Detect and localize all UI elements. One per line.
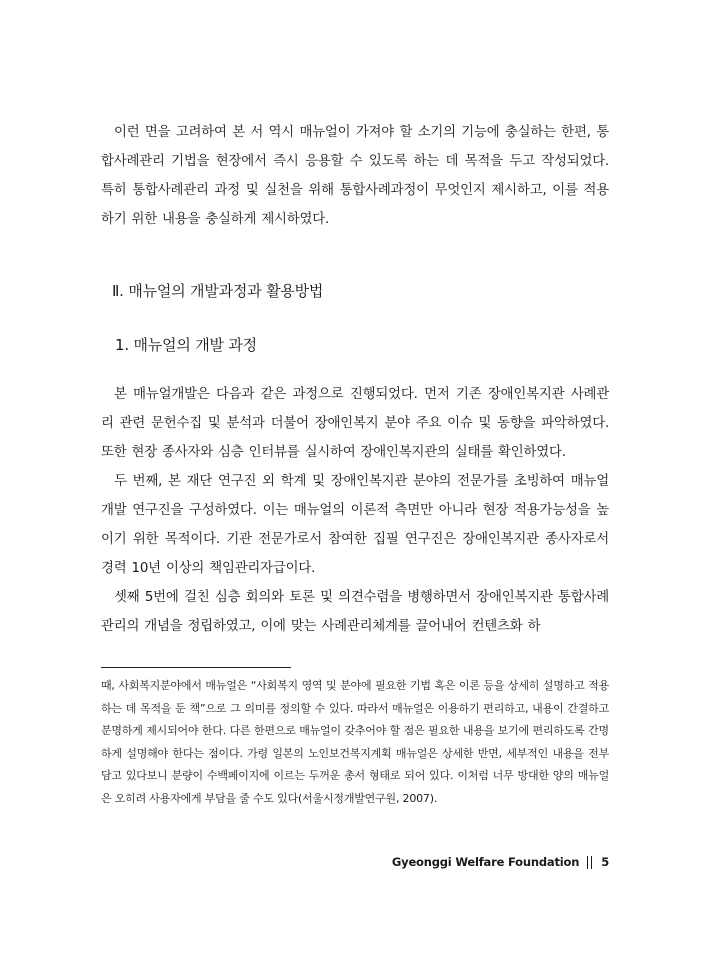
body-block (101, 380, 609, 641)
page-footer (392, 855, 609, 869)
intro-paragraph: 이런 면을 고려하여 본 서 역시 매뉴얼이 가져야 할 소기의 기능에 충실하는 한편, 통합사례관리 기법을 현장에서 즉시 응용할 수 있도록 하는 데 목적을 두고 작성되었다. 특히 통합사례관리 과정 및 실천을 위해 통합사례과정이 무엇인지 제시하고, 이를 적용하기 위한 내용을 충실하게 제시하였다. (101, 125, 609, 227)
footer-publisher: Gyeonggi Welfare Foundation (391, 855, 580, 869)
intro-block (101, 118, 609, 234)
body-paragraph-1: 본 매뉴얼개발은 다음과 같은 과정으로 진행되었다. 먼저 기존 장애인복지관 사례관리 관련 문헌수집 및 분석과 더불어 장애인복지 분야 주요 이슈 및 동향을 파악하였다. 또한 현장 종사자와 심층 인터뷰를 실시하여 장애인복지관의 실태를 확인하였다. (101, 387, 609, 460)
section-heading: Ⅱ. 매뉴얼의 개발과정과 활용방법 (112, 282, 324, 300)
footnote-text: 때, 사회복지분야에서 매뉴얼은 “사회복지 영역 및 분야에 필요한 기법 혹은 이론 등을 상세히 설명하고 적용하는 데 목적을 둔 책”으로 그 의미를 정의할 수 있다. 따라서 매뉴얼은 이용하기 편리하고, 내용이 간결하고 분명하게 제시되어야 한다. 다른 한편으로 매뉴얼이 갖추어야 할 점은 필요한 내용을 보기에 편리하도록 간명하게 설명해야 한다는 점이다. 가령 일본의 노인보건복지계획 매뉴얼은 상세한 반면, 세부적인 내용을 전부 담고 있다보니 분량이 수백페이지에 이르는 두꺼운 총서 형태로 되어 있다. 이처럼 너무 방대한 양의 매뉴얼은 오히려 사용자에게 부담을 줄 수도 있다(서울시정개발연구원, 2007). (101, 679, 609, 805)
subsection-heading: 1. 매뉴얼의 개발 과정 (115, 336, 257, 354)
footnote-divider (101, 667, 291, 668)
body-paragraph-2: 두 번째, 본 재단 연구진 외 학계 및 장애인복지관 분야의 전문가를 초빙하여 매뉴얼 개발 연구진을 구성하였다. 이는 매뉴얼의 이론적 측면만 아니라 현장 적용가능성을 높이기 위한 목적이다. 기관 전문가로서 참여한 집필 연구진은 장애인복지관 종사자로서 경력 10년 이상의 책임관리자급이다. (101, 474, 609, 576)
footer-separator (587, 856, 592, 869)
page-number: 5 (601, 855, 609, 869)
footnote-block (101, 675, 609, 810)
body-paragraph-3: 셋째 5번에 걸친 심층 회의와 토론 및 의견수렴을 병행하면서 장애인복지관 통합사례관리의 개념을 정립하였고, 이에 맞는 사례관리체계를 끌어내어 컨텐츠화 하 (101, 590, 609, 634)
